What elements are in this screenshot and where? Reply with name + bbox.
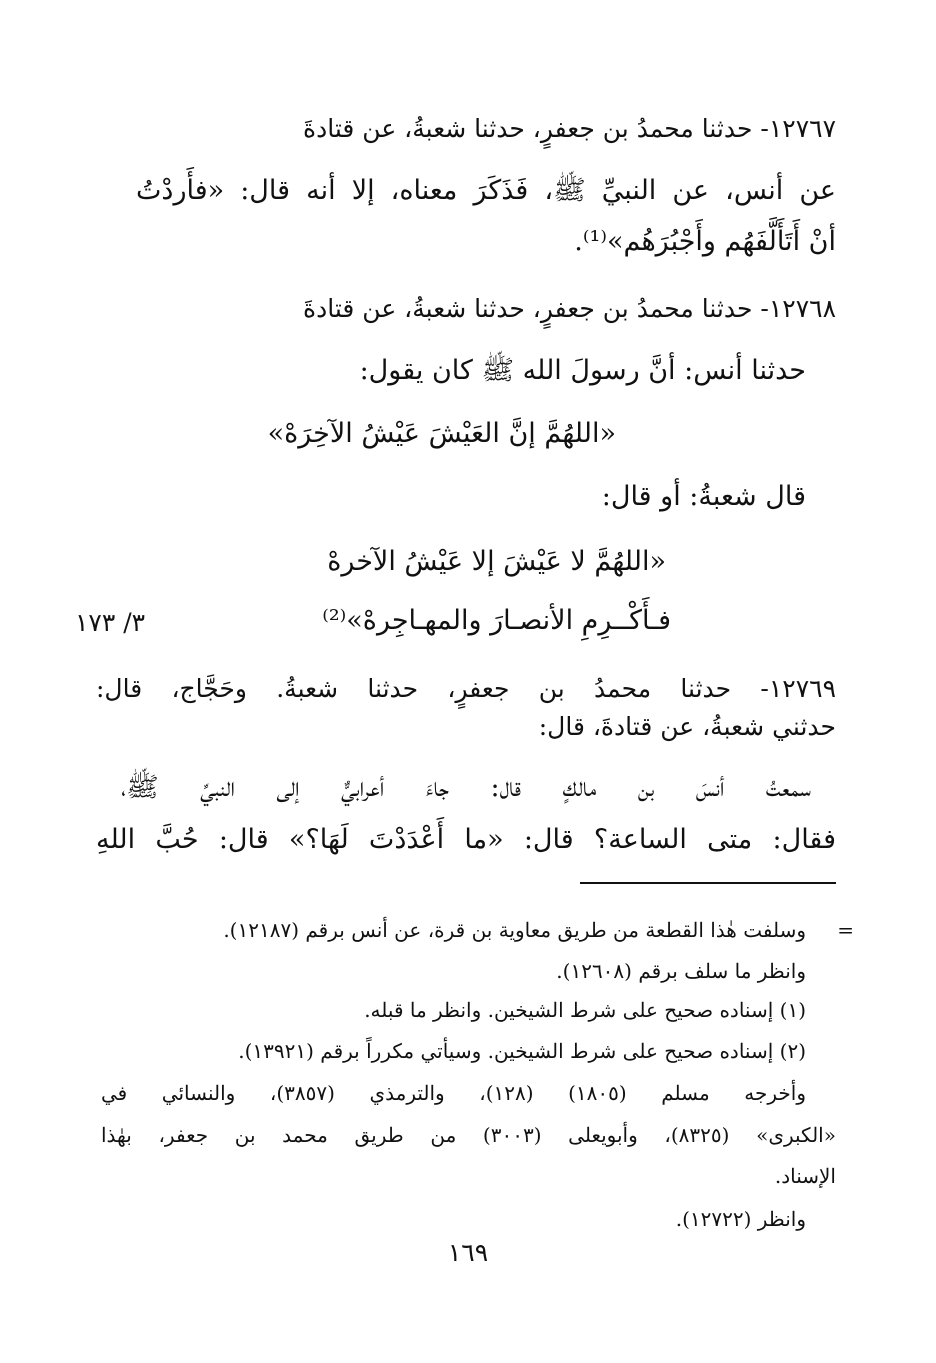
footnote-continuation-marker: = [837, 918, 854, 942]
hadith-12769-line-2: فقال: متى الساعة؟ قال: «ما أَعْدَدْتَ لَهَا؟» قال: حُبَّ اللهِ [96, 824, 836, 855]
footnote-1: (١) إسناده صحيح على شرط الشيخين. وانظر ما قبله. [364, 998, 806, 1022]
hadith-12769-header-line-1: ١٢٧٦٩- حدثنا محمدُ بن جعفرٍ، حدثنا شعبةُ. وحَجَّاج، قال: [96, 674, 836, 703]
hadith-12768-verse-3: فـأَكْــرِمِ الأنصـارَ والمهـاجِرهْ»⁽²⁾ [322, 605, 671, 636]
page-number: ١٦٩ [447, 1238, 489, 1267]
footnote-2-line-5: وانظر (١٢٧٢٢). [675, 1207, 806, 1231]
footnote-2-line-3: «الكبرى» (٨٣٢٥)، وأبويعلى (٣٠٠٣) من طريق محمد بن جعفر، بهٰذا [101, 1123, 836, 1147]
footnote-2-line-2: وأخرجه مسلم (١٨٠٥) (١٢٨)، والترمذي (٣٨٥٧)، والنسائي في [101, 1081, 806, 1105]
footnote-2-line-1: (٢) إسناده صحيح على شرط الشيخين. وسيأتي مكرراً برقم (١٣٩٢١). [238, 1039, 806, 1063]
hadith-12769-header-line-2: حدثني شعبةُ، عن قتادةَ، قال: [538, 712, 836, 741]
hadith-12768-line-1: حدثنا أنس: أنَّ رسولَ الله ﷺ كان يقول: [359, 355, 806, 386]
hadith-12767-line-2: أنْ أَتَأَلَّفَهُم وأَجْبُرَهُم»⁽¹⁾. [574, 226, 836, 257]
footnote-separator [580, 882, 836, 884]
hadith-12768-line-2: قال شعبةُ: أو قال: [601, 481, 806, 512]
margin-reference: ٣/ ١٧٣ [75, 608, 146, 637]
hadith-12768-header: ١٢٧٦٨- حدثنا محمدُ بن جعفرٍ، حدثنا شعبةُ، عن قتادةَ [303, 294, 836, 323]
footnote-continuation-line-2: وانظر ما سلف برقم (١٢٦٠٨). [556, 959, 806, 983]
hadith-12768-verse-2: «اللهُمَّ لا عَيْشَ إلا عَيْشُ الآخرهْ [327, 546, 666, 577]
hadith-12768-verse-1: «اللهُمَّ إنَّ العَيْشَ عَيْشُ الآخِرَهْ» [267, 418, 616, 449]
hadith-12767-header: ١٢٧٦٧- حدثنا محمدُ بن جعفرٍ، حدثنا شعبةُ، عن قتادةَ [303, 114, 836, 143]
hadith-12767-line-1: عن أنس، عن النبيِّ ﷺ، فَذَكَرَ معناه، إلا أنه قال: «فأَردْتُ [136, 175, 836, 206]
hadith-12769-line-1: سمعتُ أنسَ بن مالكٍ قال: جاءَ أعرابيٌّ إلى النبيِّ ﷺ، [121, 772, 811, 803]
footnote-continuation-line-1: وسلفت هٰذا القطعة من طريق معاوية بن قرة، عن أنس برقم (١٢١٨٧). [223, 918, 806, 942]
footnote-2-line-4: الإسناد. [774, 1164, 836, 1188]
